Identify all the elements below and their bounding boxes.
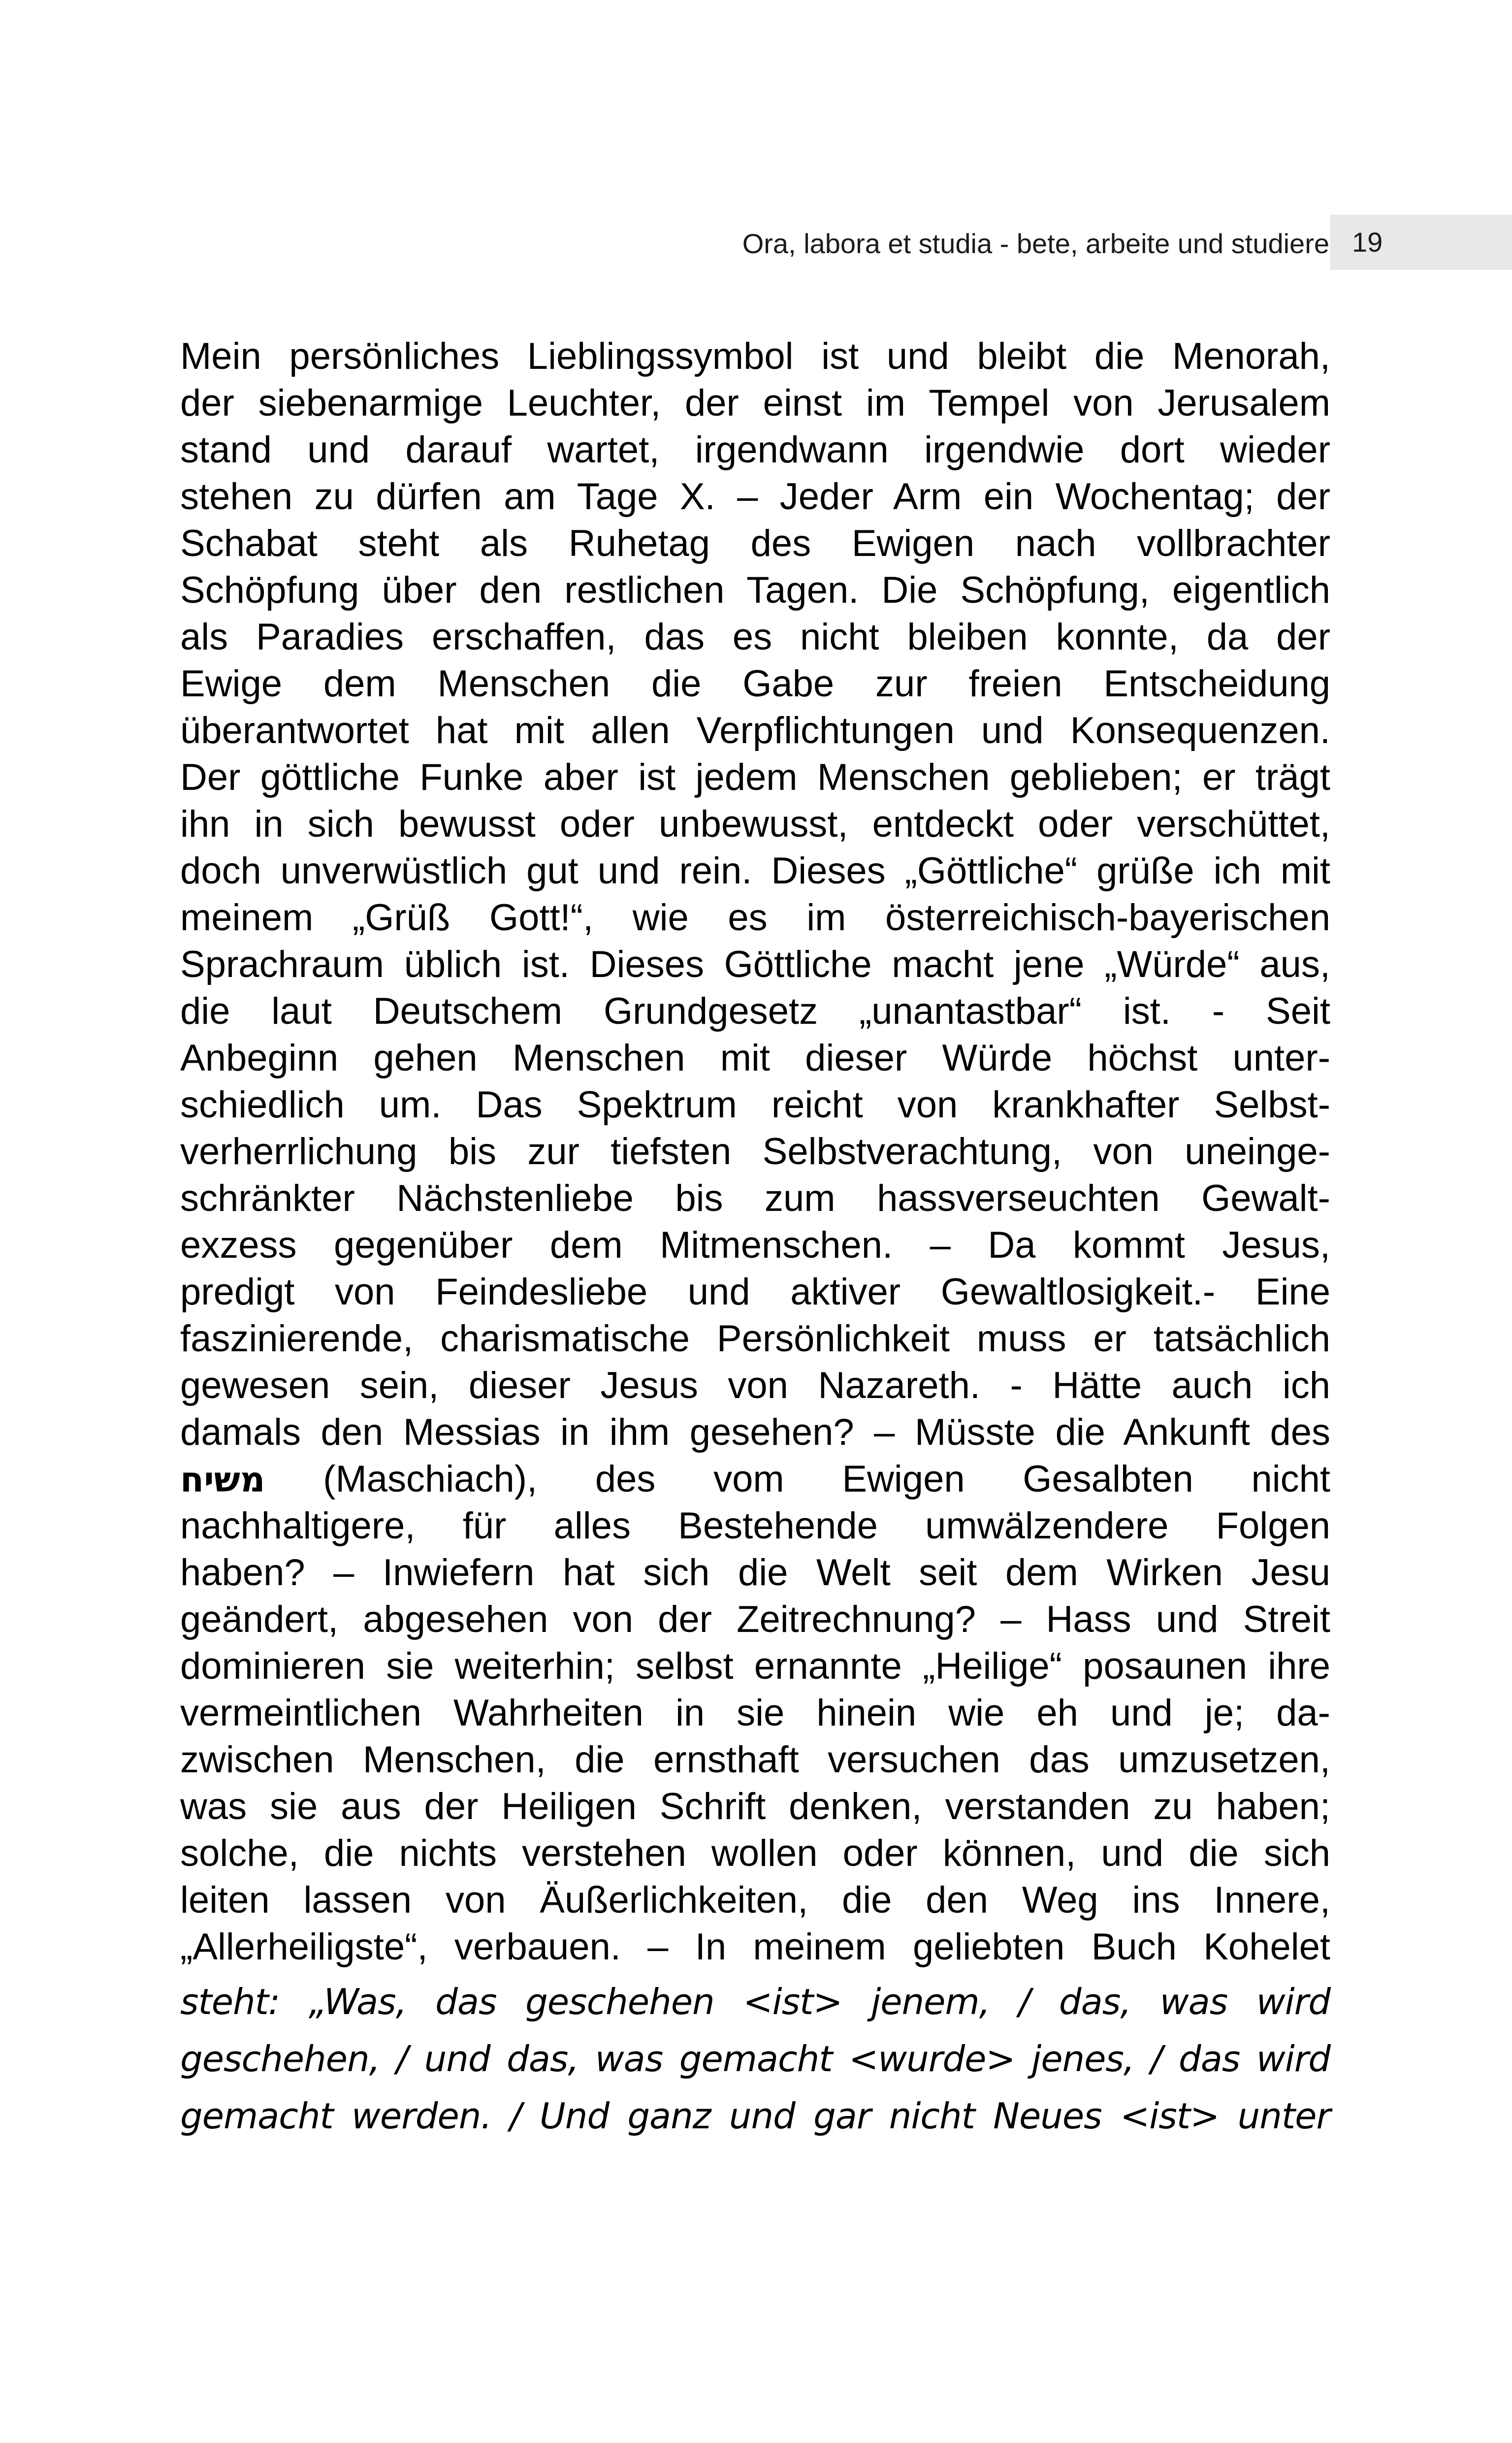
text-line: nachhaltigere, für alles Bestehende umwälzendere Folgen bbox=[180, 1505, 1330, 1547]
text-line: Schöpfung über den restlichen Tagen. Die Schöpfung, eigentlich bbox=[180, 569, 1330, 611]
text-line: Mein persönliches Lieblingssymbol ist und bleibt die Menorah, bbox=[180, 335, 1330, 377]
text-line-hebrew bbox=[180, 1456, 1330, 1502]
text-line: stand und darauf wartet, irgendwann irgendwie dort wieder bbox=[180, 429, 1330, 471]
text-line: damals den Messias in ihm gesehen? – Müsste die Ankunft des bbox=[180, 1411, 1330, 1453]
text-line: Schabat steht als Ruhetag des Ewigen nach vollbrachter bbox=[180, 522, 1330, 564]
text-line: doch unverwüstlich gut und rein. Dieses „Göttliche“ grüße ich mit bbox=[180, 850, 1330, 892]
text-line: meinem „Grüß Gott!“, wie es im österreichisch-bayerischen bbox=[180, 897, 1330, 939]
quote-line: steht: „Was, das geschehen <ist> jenem, / das, was wird bbox=[180, 1981, 1330, 2022]
hebrew-line-rest: (Maschiach), des vom Ewigen Gesalbten nicht bbox=[265, 1458, 1330, 1500]
text-line: die laut Deutschem Grundgesetz „unantastbar“ ist. - Seit bbox=[180, 990, 1330, 1032]
text-line: was sie aus der Heiligen Schrift denken, verstanden zu haben; bbox=[180, 1786, 1330, 1827]
text-line: ihn in sich bewusst oder unbewusst, entdeckt oder verschüttet, bbox=[180, 803, 1330, 845]
page-number: 19 bbox=[1352, 227, 1383, 258]
text-line: zwischen Menschen, die ernsthaft versuchen das umzusetzen, bbox=[180, 1739, 1330, 1781]
page-number-tab bbox=[1330, 215, 1512, 270]
text-line: überantwortet hat mit allen Verpflichtungen und Konsequenzen. bbox=[180, 710, 1330, 751]
text-line: predigt von Feindesliebe und aktiver Gewaltlosigkeit.- Eine bbox=[180, 1271, 1330, 1313]
quote-line: geschehen, / und das, was gemacht <wurde> jenes, / das wird bbox=[180, 2038, 1330, 2080]
text-line: als Paradies erschaffen, das es nicht bleiben konnte, da der bbox=[180, 616, 1330, 658]
text-line: der siebenarmige Leuchter, der einst im Tempel von Jerusalem bbox=[180, 382, 1330, 424]
text-line: haben? – Inwiefern hat sich die Welt seit dem Wirken Jesu bbox=[180, 1552, 1330, 1594]
text-line: vermeintlichen Wahrheiten in sie hinein wie eh und je; da- bbox=[180, 1692, 1330, 1734]
text-line: exzess gegenüber dem Mitmenschen. – Da kommt Jesus, bbox=[180, 1224, 1330, 1266]
text-line: leiten lassen von Äußerlichkeiten, die den Weg ins Innere, bbox=[180, 1879, 1330, 1921]
text-line: Sprachraum üblich ist. Dieses Göttliche macht jene „Würde“ aus, bbox=[180, 944, 1330, 985]
text-line: solche, die nichts verstehen wollen oder können, und die sich bbox=[180, 1832, 1330, 1874]
text-line: faszinierende, charismatische Persönlichkeit muss er tatsächlich bbox=[180, 1318, 1330, 1360]
text-line: stehen zu dürfen am Tage X. – Jeder Arm ein Wochentag; der bbox=[180, 476, 1330, 518]
text-line: Anbeginn gehen Menschen mit dieser Würde höchst unter- bbox=[180, 1037, 1330, 1079]
running-header: Ora, labora et studia - bete, arbeite und studiere bbox=[742, 228, 1329, 259]
text-line: verherrlichung bis zur tiefsten Selbstverachtung, von uneinge- bbox=[180, 1131, 1330, 1173]
text-line: gewesen sein, dieser Jesus von Nazareth. - Hätte auch ich bbox=[180, 1365, 1330, 1406]
text-line: schränkter Nächstenliebe bis zum hassverseuchten Gewalt- bbox=[180, 1177, 1330, 1219]
text-line: Der göttliche Funke aber ist jedem Menschen geblieben; er trägt bbox=[180, 756, 1330, 798]
text-line: „Allerheiligste“, verbauen. – In meinem geliebten Buch Kohelet bbox=[180, 1926, 1330, 1968]
text-line: schiedlich um. Das Spektrum reicht von krankhafter Selbst- bbox=[180, 1084, 1330, 1126]
hebrew-word: משיח bbox=[180, 1460, 265, 1500]
text-line: Ewige dem Menschen die Gabe zur freien Entscheidung bbox=[180, 663, 1330, 705]
text-line: geändert, abgesehen von der Zeitrechnung? – Hass und Streit bbox=[180, 1598, 1330, 1640]
text-line: dominieren sie weiterhin; selbst ernannte „Heilige“ posaunen ihre bbox=[180, 1645, 1330, 1687]
quote-line: gemacht werden. / Und ganz und gar nicht Neues <ist> unter bbox=[180, 2095, 1330, 2137]
body-text bbox=[180, 333, 1330, 2145]
